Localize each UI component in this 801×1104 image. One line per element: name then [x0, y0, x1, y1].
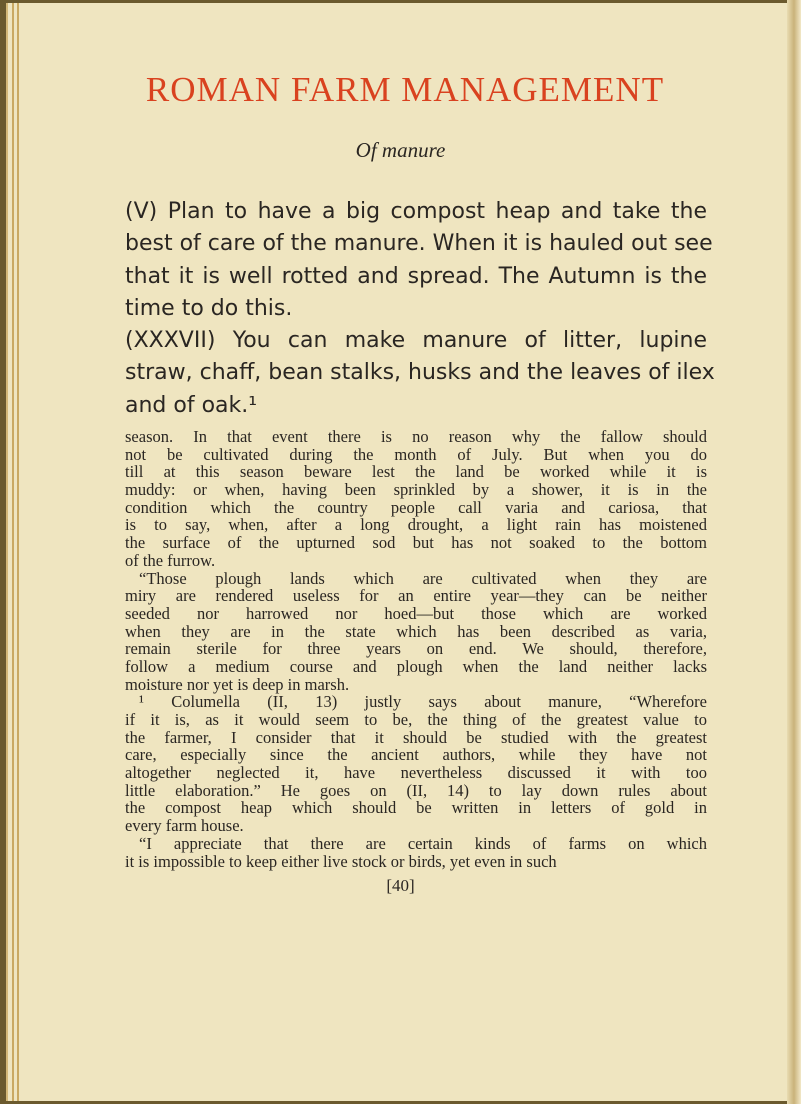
text-line: muddy: or when, having been sprinkled by a shower, it is in the: [125, 480, 707, 500]
text-line: “Those plough lands which are cultivated when they are: [139, 568, 707, 588]
text-line: the compost heap which should be written in letters of gold in: [125, 798, 707, 818]
text-line: every farm house.: [125, 816, 244, 836]
text-line: best of care of the manure. When it is hauled out see: [125, 231, 713, 257]
text-line: that it is well rotted and spread. The Autumn is the: [125, 263, 707, 289]
text-line: not be cultivated during the month of July. But when you do: [125, 444, 707, 464]
text-line: follow a medium course and plough when the land neither lacks: [125, 656, 707, 676]
text-line: when they are in the state which has been described as varia,: [125, 621, 707, 641]
text-line: ¹ Columella (II, 13) justly says about manure, “Wherefore: [139, 692, 707, 712]
page-edge: [12, 3, 14, 1101]
text-line: straw, chaff, bean stalks, husks and the leaves of ilex: [125, 360, 715, 386]
text-line: altogether neglected it, have nevertheless discussed it with too: [125, 763, 707, 783]
page-edge: [17, 3, 19, 1101]
main-text: [125, 196, 715, 422]
text-line: if it is, as it would seem to be, the thing of the greatest value to: [125, 710, 707, 729]
text-line: (V) Plan to have a big compost heap and take the: [125, 199, 707, 224]
footnote-text: [125, 428, 707, 870]
text-line: little elaboration.” He goes on (II, 14) to lay down rules about: [125, 780, 707, 800]
text-line: and of oak.¹: [125, 392, 258, 418]
text-line: seeded nor harrowed nor hoed—but those which are worked: [125, 603, 707, 623]
text-line: care, especially since the ancient authors, while they have not: [125, 745, 707, 765]
text-line: the farmer, I consider that it should be studied with the greatest: [125, 727, 707, 747]
text-line: the surface of the upturned sod but has not soaked to the bottom: [125, 533, 707, 553]
section-subtitle: Of manure: [355, 138, 446, 162]
page-number: [40]: [386, 876, 415, 895]
text-line: time to do this.: [125, 295, 293, 321]
running-title: ROMAN FARM MANAGEMENT: [145, 70, 665, 109]
book-spine-edge: [787, 0, 801, 1104]
text-line: till at this season beware lest the land be worked while it is: [125, 462, 707, 482]
text-line: of the furrow.: [125, 550, 216, 570]
text-line: is to say, when, after a long drought, a light rain has moistened: [125, 515, 707, 535]
text-line: it is impossible to keep either live stock or birds, yet even in such: [125, 851, 557, 871]
text-line: miry are rendered useless for an entire year—they can be neither: [125, 586, 707, 606]
text-line: (XXXVII) You can make manure of litter, lupine: [125, 328, 707, 354]
text-line: moisture nor yet is deep in marsh.: [125, 674, 350, 694]
text-line: season. In that event there is no reason why the fallow should: [125, 427, 707, 446]
text-line: condition which the country people call varia and cariosa, that: [125, 497, 707, 517]
text-line: remain sterile for three years on end. We should, therefore,: [125, 639, 707, 659]
text-line: “I appreciate that there are certain kinds of farms on which: [139, 833, 707, 853]
